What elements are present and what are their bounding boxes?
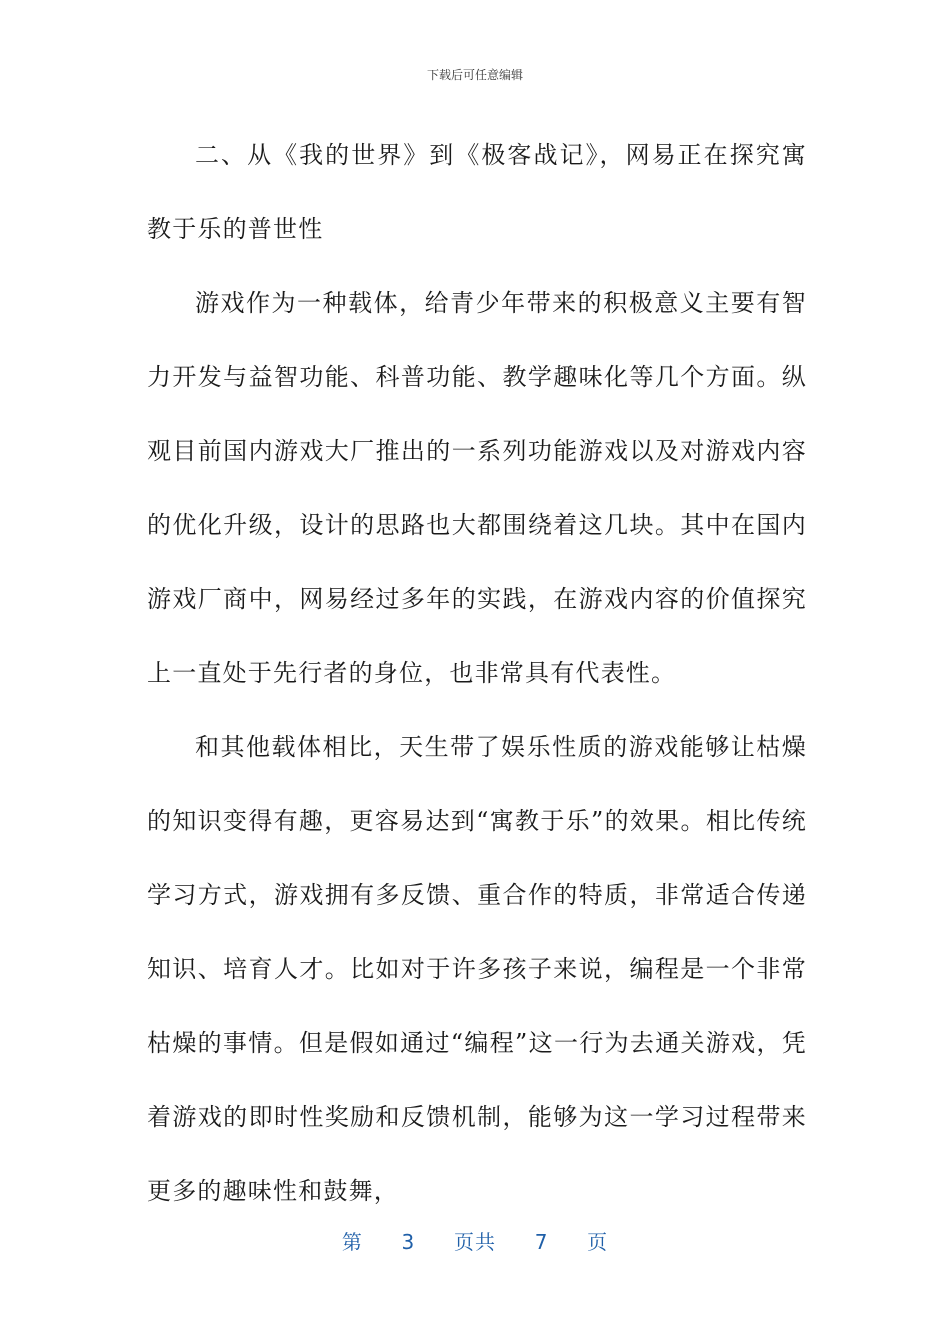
footer-page-total: 7 bbox=[534, 1230, 549, 1254]
footer-label-ye: 页 bbox=[587, 1230, 609, 1254]
page-footer bbox=[0, 1226, 950, 1255]
paragraph: 和其他载体相比，天生带了娱乐性质的游戏能够让枯燥的知识变得有趣，更容易达到“寓教于乐”的效果。相比传统学习方式，游戏拥有多反馈、重合作的特质，非常适合传递知识、培育人才。比如对于许多孩子来说，编程是一个非常枯燥的事情。但是假如通过“编程”这一行为去通关游戏，凭着游戏的即时性奖励和反馈机制，能够为这一学习过程带来更多的趣味性和鼓舞， bbox=[147, 733, 807, 1205]
footer-label-ye-gong: 页共 bbox=[454, 1230, 496, 1254]
footer-label-di: 第 bbox=[341, 1230, 363, 1254]
footer-page-current: 3 bbox=[401, 1230, 416, 1254]
document-body bbox=[147, 118, 807, 1228]
paragraph: 游戏作为一种载体，给青少年带来的积极意义主要有智力开发与益智功能、科普功能、教学趣味化等几个方面。纵观目前国内游戏大厂推出的一系列功能游戏以及对游戏内容的优化升级，设计的思路也大都围绕着这几块。其中在国内游戏厂商中，网易经过多年的实践，在游戏内容的价值探究上一直处于先行者的身位，也非常具有代表性。 bbox=[147, 289, 807, 687]
section-heading: 二、从《我的世界》到《极客战记》，网易正在探究寓教于乐的普世性 bbox=[147, 141, 807, 243]
page-header: 下载后可任意编辑 bbox=[426, 68, 523, 82]
